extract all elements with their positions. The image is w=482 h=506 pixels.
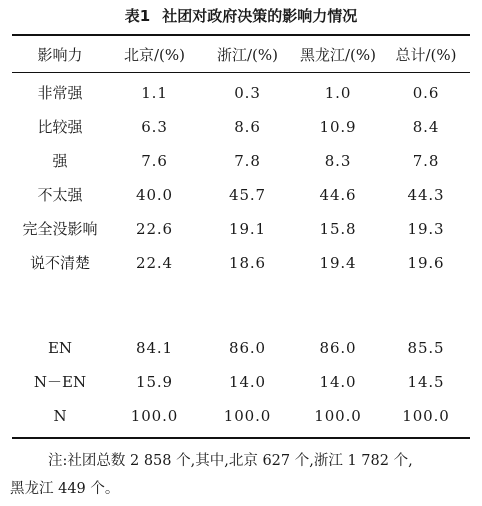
row-label: 强 xyxy=(52,152,68,170)
header-total: 总计/(%) xyxy=(395,46,457,64)
note-line-1: 注:社团总数 2 858 个,其中,北京 627 个,浙江 1 782 个, xyxy=(48,453,413,469)
table-cell: 14.0 xyxy=(229,373,266,391)
header-rule xyxy=(12,72,470,73)
table-row xyxy=(12,246,470,280)
row-label: 说不清楚 xyxy=(29,254,90,272)
header-influence: 影响力 xyxy=(37,46,83,64)
table-caption xyxy=(0,5,482,26)
table-cell: 19.3 xyxy=(407,220,445,238)
table-cell: 7.6 xyxy=(141,152,168,170)
row-label: 不太强 xyxy=(37,186,83,204)
table-cell: 0.3 xyxy=(234,84,261,102)
table-cell: 44.6 xyxy=(319,186,357,204)
header-beijing: 北京/(%) xyxy=(123,46,185,64)
table-cell: 45.7 xyxy=(229,186,266,204)
table-cell: 85.5 xyxy=(407,339,445,357)
row-label: 非常强 xyxy=(37,84,83,102)
table-cell: 1.1 xyxy=(141,84,168,102)
table-cell: 10.9 xyxy=(319,118,357,136)
table-row xyxy=(12,331,470,365)
table-cell: 14.5 xyxy=(407,373,445,391)
table-row xyxy=(12,76,470,110)
table-row xyxy=(12,399,470,433)
header-heilongjiang: 黑龙江/(%) xyxy=(299,46,376,64)
table-cell: 19.6 xyxy=(407,254,445,272)
table-cell: 7.8 xyxy=(234,152,261,170)
table-cell: 8.4 xyxy=(412,118,440,136)
table-row xyxy=(12,365,470,399)
table-cell: 18.6 xyxy=(229,254,266,272)
row-label: EN xyxy=(47,339,73,357)
bottom-rule xyxy=(12,437,470,439)
table-cell: 0.6 xyxy=(412,84,440,102)
table-cell: 19.1 xyxy=(229,220,266,238)
table-cell: 86.0 xyxy=(319,339,357,357)
table-cell: 15.8 xyxy=(319,220,357,238)
table-cell: 100.0 xyxy=(402,407,450,425)
row-label: N xyxy=(53,407,67,425)
table-cell: 40.0 xyxy=(136,186,173,204)
table-cell: 100.0 xyxy=(314,407,362,425)
table-cell: 84.1 xyxy=(136,339,173,357)
row-label: 比较强 xyxy=(37,118,83,136)
table-header-row xyxy=(12,38,470,72)
row-label: 完全没影响 xyxy=(22,220,98,238)
table-number: 表1 xyxy=(124,7,151,25)
note-line-2: 黑龙江 449 个。 xyxy=(10,481,120,497)
table-cell: 22.6 xyxy=(136,220,173,238)
table-cell: 15.9 xyxy=(136,373,173,391)
top-rule xyxy=(12,34,470,36)
table-cell: 100.0 xyxy=(223,407,272,425)
table-cell: 86.0 xyxy=(229,339,266,357)
row-label: N－EN xyxy=(33,373,87,391)
table-title: 社团对政府决策的影响力情况 xyxy=(162,7,358,25)
table-cell: 8.3 xyxy=(324,152,352,170)
table-row xyxy=(12,110,470,144)
table-cell: 14.0 xyxy=(319,373,357,391)
table-row xyxy=(12,212,470,246)
table-cell: 100.0 xyxy=(130,407,179,425)
header-zhejiang: 浙江/(%) xyxy=(216,46,278,64)
table-row xyxy=(12,178,470,212)
table-cell: 7.8 xyxy=(412,152,440,170)
table-row xyxy=(12,144,470,178)
table-cell: 19.4 xyxy=(319,254,357,272)
table-cell: 8.6 xyxy=(234,118,261,136)
table-cell: 44.3 xyxy=(407,186,445,204)
table-cell: 1.0 xyxy=(324,84,352,102)
table-note xyxy=(10,447,476,503)
table-cell: 6.3 xyxy=(141,118,168,136)
table-cell: 22.4 xyxy=(136,254,173,272)
